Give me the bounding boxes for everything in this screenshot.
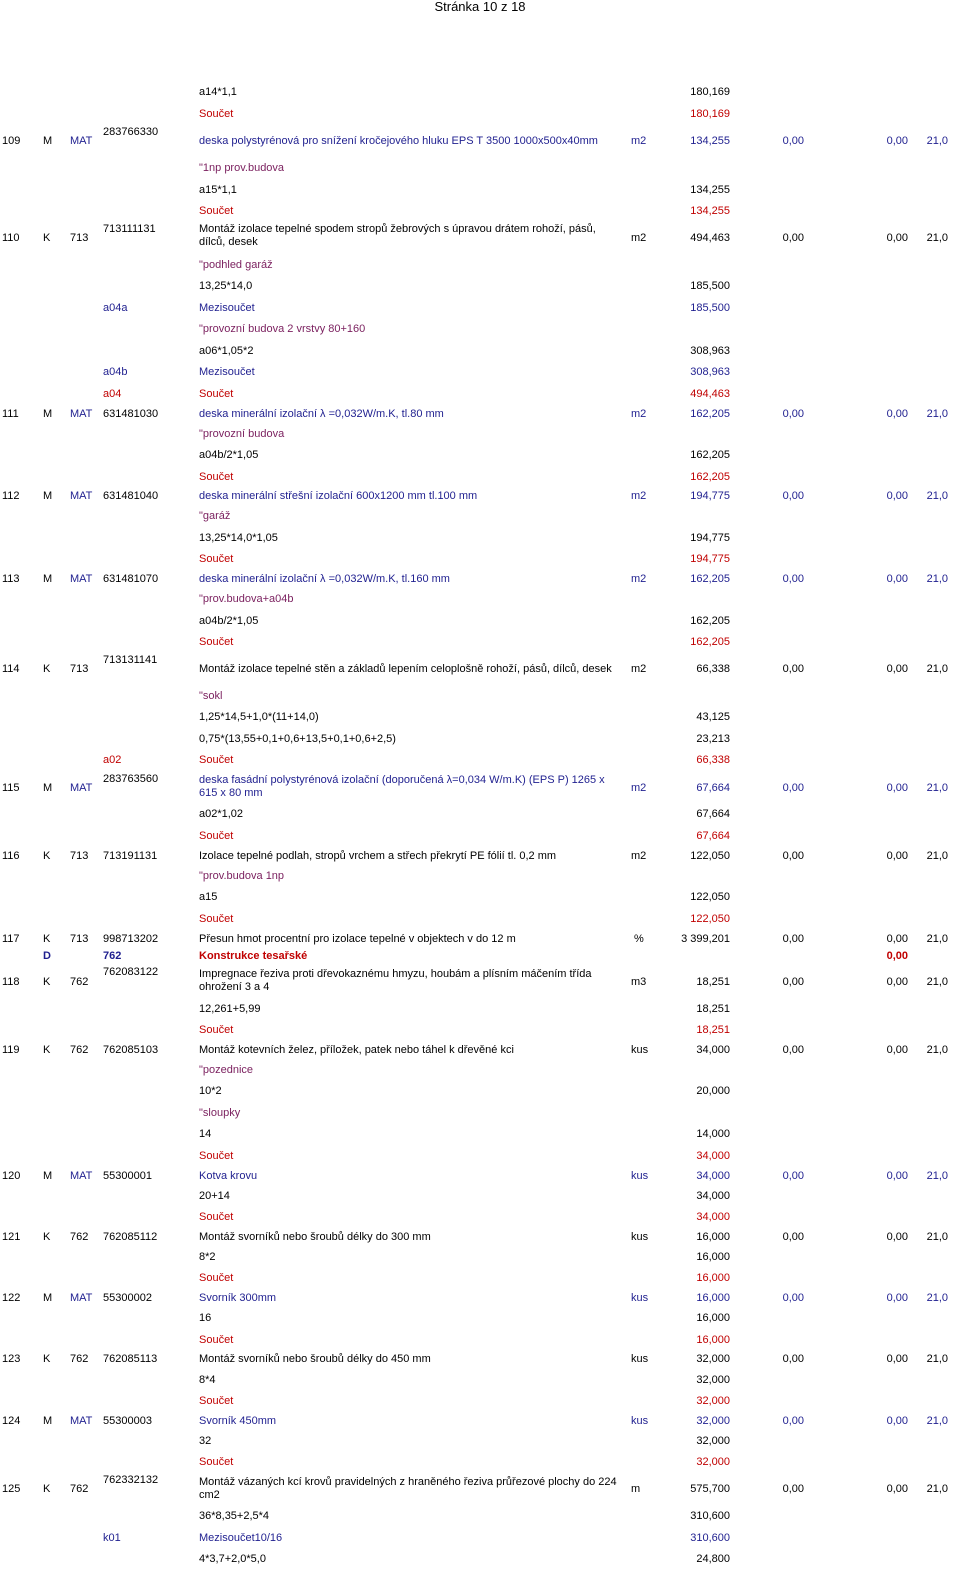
row-total-price: 0,00: [886, 1044, 908, 1056]
row-description: Součet: [199, 1456, 234, 1468]
row-description: "podhled garáž: [199, 259, 273, 271]
row-unit: m2: [631, 782, 647, 794]
row-code: 762332132: [103, 1474, 159, 1486]
row-code: 713131141: [103, 654, 158, 666]
row-quantity: 14,000: [696, 1128, 730, 1140]
row-unit: m2: [631, 490, 647, 502]
row-quantity: 16,000: [696, 1272, 730, 1284]
row-description: deska minerální izolační λ =0,032W/m.K, tl.80 mm: [199, 408, 444, 420]
row-total-price: 0,00: [886, 1292, 908, 1304]
row-description: 16: [199, 1312, 212, 1324]
row-vat-rate: 21,0: [926, 933, 948, 945]
row-code: 762: [103, 950, 122, 962]
row-code: 55300001: [103, 1170, 152, 1182]
row-section: MAT: [70, 135, 93, 147]
row-section: MAT: [70, 573, 93, 585]
row-total-price: 0,00: [886, 663, 908, 675]
row-quantity: 194,775: [690, 532, 730, 544]
row-unit: m2: [631, 232, 647, 244]
row-vat-rate: 21,0: [926, 1231, 948, 1243]
row-unit-price: 0,00: [782, 1044, 804, 1056]
row-code: a04a: [103, 302, 128, 314]
row-quantity: 67,664: [696, 808, 730, 820]
row-section: 762: [70, 1483, 89, 1495]
row-total-price: 0,00: [886, 232, 908, 244]
row-vat-rate: 21,0: [926, 490, 948, 502]
row-description: "prov.budova 1np: [199, 870, 285, 882]
row-vat-rate: 21,0: [926, 1353, 948, 1365]
row-code: a04b: [103, 366, 128, 378]
row-number: 122: [2, 1292, 21, 1304]
row-code: k01: [103, 1532, 121, 1544]
row-quantity: 34,000: [696, 1150, 730, 1162]
row-quantity: 134,255: [690, 184, 730, 196]
row-quantity: 162,205: [690, 636, 730, 648]
row-quantity: 122,050: [690, 850, 730, 862]
row-description: Konstrukce tesařské: [199, 950, 308, 962]
row-description: Izolace tepelné podlah, stropů vrchem a střech překrytí PE fólií tl. 0,2 mm: [199, 850, 557, 862]
row-vat-rate: 21,0: [926, 1170, 948, 1182]
row-quantity: 16,000: [696, 1292, 730, 1304]
row-type: M: [43, 1170, 53, 1182]
row-quantity: 194,775: [690, 553, 730, 565]
row-quantity: 67,664: [696, 782, 730, 794]
row-quantity: 66,338: [696, 663, 730, 675]
row-unit-price: 0,00: [782, 850, 804, 862]
row-quantity: 494,463: [690, 232, 730, 244]
row-unit-price: 0,00: [782, 782, 804, 794]
row-code: 762085113: [103, 1353, 158, 1365]
row-type: K: [43, 1483, 51, 1495]
row-number: 115: [2, 782, 20, 794]
row-unit: m2: [631, 135, 647, 147]
row-unit: m: [631, 1483, 641, 1495]
row-code: a04: [103, 388, 122, 400]
row-quantity: 162,205: [690, 615, 730, 627]
row-number: 116: [2, 850, 20, 862]
row-total-price: 0,00: [886, 573, 908, 585]
row-number: 123: [2, 1353, 21, 1365]
row-section: 713: [70, 663, 89, 675]
row-description: Součet: [199, 205, 234, 217]
row-description: a15: [199, 891, 218, 903]
row-unit: kus: [631, 1353, 649, 1365]
row-quantity: 16,000: [696, 1334, 730, 1346]
row-quantity: 122,050: [690, 891, 730, 903]
row-vat-rate: 21,0: [926, 573, 948, 585]
row-description: Součet: [199, 1150, 234, 1162]
row-quantity: 18,251: [696, 1024, 730, 1036]
row-section: MAT: [70, 782, 93, 794]
row-unit-price: 0,00: [782, 1170, 804, 1182]
row-description: a14*1,1: [199, 86, 237, 98]
row-description: "1np prov.budova: [199, 162, 285, 174]
row-quantity: 32,000: [696, 1456, 730, 1468]
row-unit-price: 0,00: [782, 663, 804, 675]
row-description: Součet: [199, 1395, 234, 1407]
row-section: 762: [70, 1044, 89, 1056]
row-description: "pozednice: [199, 1064, 254, 1076]
row-description: a15*1,1: [199, 184, 237, 196]
row-unit-price: 0,00: [782, 490, 804, 502]
row-unit-price: 0,00: [782, 135, 804, 147]
row-description: 0,75*(13,55+0,1+0,6+13,5+0,1+0,6+2,5): [199, 733, 396, 745]
row-section: 713: [70, 933, 89, 945]
row-code: 762085103: [103, 1044, 159, 1056]
row-quantity: 20,000: [696, 1085, 730, 1097]
row-description: 12,261+5,99: [199, 1003, 261, 1015]
row-quantity: 67,664: [696, 830, 730, 842]
row-quantity: 18,251: [696, 976, 730, 988]
row-type: D: [43, 950, 51, 962]
row-code: 631481070: [103, 573, 159, 585]
row-quantity: 494,463: [690, 388, 730, 400]
row-type: K: [43, 976, 51, 988]
row-number: 119: [2, 1044, 20, 1056]
row-vat-rate: 21,0: [926, 850, 948, 862]
row-unit: m3: [631, 976, 647, 988]
row-description: 8*2: [199, 1251, 216, 1263]
row-number: 117: [2, 933, 20, 945]
row-description: Svorník 450mm: [199, 1415, 277, 1427]
row-quantity: 34,000: [696, 1044, 730, 1056]
row-description: Součet: [199, 636, 234, 648]
row-description: Svorník 300mm: [199, 1292, 277, 1304]
row-number: 113: [2, 573, 20, 585]
row-description: a06*1,05*2: [199, 345, 254, 357]
row-quantity: 122,050: [690, 913, 730, 925]
row-code: 713111131: [103, 223, 156, 235]
row-description: Součet: [199, 1272, 234, 1284]
row-description: Součet: [199, 913, 234, 925]
row-type: M: [43, 408, 53, 420]
row-description: "provozní budova: [199, 428, 285, 440]
row-description: Montáž kotevních želez, příložek, patek nebo táhel k dřevěné kci: [199, 1044, 514, 1056]
row-description: a04b/2*1,05: [199, 615, 259, 627]
row-quantity: 185,500: [690, 302, 730, 314]
row-section: MAT: [70, 490, 93, 502]
row-description: Mezisoučet: [199, 302, 255, 314]
row-description: Součet: [199, 830, 234, 842]
row-quantity: 134,255: [690, 205, 730, 217]
row-vat-rate: 21,0: [926, 782, 948, 794]
row-number: 112: [2, 490, 20, 502]
row-unit-price: 0,00: [782, 1231, 804, 1243]
row-total-price: 0,00: [886, 933, 908, 945]
row-unit-price: 0,00: [782, 1353, 804, 1365]
row-unit-price: 0,00: [782, 1415, 804, 1427]
row-quantity: 43,125: [696, 711, 730, 723]
row-quantity: 16,000: [696, 1231, 730, 1243]
row-vat-rate: 21,0: [926, 408, 948, 420]
row-quantity: 310,600: [690, 1510, 730, 1522]
row-type: M: [43, 490, 53, 502]
row-quantity: 180,169: [690, 86, 730, 98]
row-number: 111: [2, 408, 19, 420]
row-description: 1,25*14,5+1,0*(11+14,0): [199, 711, 319, 723]
row-description: deska polystyrénová pro snížení kročejového hluku EPS T 3500 1000x500x40mm: [199, 135, 598, 147]
row-quantity: 180,169: [690, 108, 730, 120]
row-description: Součet: [199, 1211, 234, 1223]
row-number: 110: [2, 232, 20, 244]
row-unit-price: 0,00: [782, 933, 804, 945]
row-total-price: 0,00: [886, 1231, 908, 1243]
row-quantity: 32,000: [696, 1374, 730, 1386]
row-description: Součet: [199, 108, 234, 120]
row-code: 713191131: [103, 850, 158, 862]
row-description: "sokl: [199, 690, 223, 702]
row-unit: kus: [631, 1044, 649, 1056]
row-number: 125: [2, 1483, 21, 1495]
row-unit-price: 0,00: [782, 232, 804, 244]
row-description: "prov.budova+a04b: [199, 593, 294, 605]
row-unit-price: 0,00: [782, 573, 804, 585]
row-description: Mezisoučet: [199, 366, 255, 378]
row-description: Součet: [199, 471, 234, 483]
row-quantity: 18,251: [696, 1003, 730, 1015]
row-code: a02: [103, 754, 122, 766]
row-description: 8*4: [199, 1374, 216, 1386]
row-quantity: 66,338: [696, 754, 730, 766]
row-vat-rate: 21,0: [926, 1292, 948, 1304]
row-quantity: 308,963: [690, 366, 730, 378]
row-unit: m2: [631, 408, 647, 420]
row-code: 283763560: [103, 773, 159, 785]
row-code: 998713202: [103, 933, 159, 945]
row-vat-rate: 21,0: [926, 1044, 948, 1056]
row-quantity: 34,000: [696, 1170, 730, 1182]
row-code: 631481040: [103, 490, 159, 502]
row-quantity: 185,500: [690, 280, 730, 292]
row-section: 713: [70, 232, 89, 244]
row-vat-rate: 21,0: [926, 663, 948, 675]
row-total-price: 0,00: [886, 950, 908, 962]
row-unit-price: 0,00: [782, 1483, 804, 1495]
row-quantity: 32,000: [696, 1435, 730, 1447]
row-description: Montáž vázaných kcí krovů pravidelných z hraněného řeziva průřezové plochy do 224 cm2: [199, 1476, 617, 1501]
row-type: K: [43, 850, 51, 862]
row-total-price: 0,00: [886, 408, 908, 420]
row-number: 114: [2, 663, 20, 675]
row-code: 55300002: [103, 1292, 152, 1304]
row-description: "sloupky: [199, 1107, 241, 1119]
row-description: "provozní budova 2 vrstvy 80+160: [199, 323, 366, 335]
row-total-price: 0,00: [886, 1170, 908, 1182]
row-total-price: 0,00: [886, 490, 908, 502]
row-unit: m2: [631, 663, 647, 675]
row-total-price: 0,00: [886, 1483, 908, 1495]
row-section: 713: [70, 850, 89, 862]
row-vat-rate: 21,0: [926, 135, 948, 147]
row-description: a04b/2*1,05: [199, 449, 259, 461]
row-code: 283766330: [103, 126, 159, 138]
row-unit-price: 0,00: [782, 1292, 804, 1304]
row-type: M: [43, 573, 53, 585]
row-vat-rate: 21,0: [926, 232, 948, 244]
row-unit: m2: [631, 850, 647, 862]
row-description: a02*1,02: [199, 808, 244, 820]
row-total-price: 0,00: [886, 850, 908, 862]
row-total-price: 0,00: [886, 976, 908, 988]
row-unit-price: 0,00: [782, 408, 804, 420]
row-quantity: 310,600: [690, 1532, 730, 1544]
row-type: K: [43, 1231, 51, 1243]
row-quantity: 162,205: [690, 471, 730, 483]
row-description: Přesun hmot procentní pro izolace tepelné v objektech v do 12 m: [199, 933, 516, 945]
row-unit: %: [634, 933, 644, 945]
row-description: 4*3,7+2,0*5,0: [199, 1553, 266, 1565]
row-description: deska minerální střešní izolační 600x1200 mm tl.100 mm: [199, 490, 478, 502]
row-description: Součet: [199, 1334, 234, 1346]
row-quantity: 162,205: [690, 573, 730, 585]
row-total-price: 0,00: [886, 1353, 908, 1365]
row-section: MAT: [70, 1415, 93, 1427]
row-number: 118: [2, 976, 20, 988]
row-description: Montáž izolace tepelné stěn a základů lepením celoplošně rohoží, pásů, dílců, desek: [199, 663, 612, 675]
row-quantity: 162,205: [690, 408, 730, 420]
row-description: Součet: [199, 1024, 234, 1036]
row-number: 120: [2, 1170, 21, 1182]
row-description: 14: [199, 1128, 212, 1140]
row-quantity: 16,000: [696, 1312, 730, 1324]
row-description: 10*2: [199, 1085, 222, 1097]
row-unit: kus: [631, 1170, 649, 1182]
row-section: 762: [70, 976, 89, 988]
row-quantity: 308,963: [690, 345, 730, 357]
row-description: Montáž izolace tepelné spodem stropů žebrových s úpravou drátem rohoží, pásů, dílců, desek: [199, 223, 596, 248]
row-type: M: [43, 1292, 53, 1304]
row-description: 13,25*14,0*1,05: [199, 532, 278, 544]
row-vat-rate: 21,0: [926, 976, 948, 988]
row-description: Impregnace řeziva proti dřevokaznému hmyzu, houbám a plísním máčením třída ohrožení 3 a 4: [199, 968, 592, 993]
row-type: M: [43, 135, 53, 147]
row-type: K: [43, 1353, 51, 1365]
row-total-price: 0,00: [886, 1415, 908, 1427]
row-description: "garáž: [199, 510, 231, 522]
row-number: 109: [2, 135, 21, 147]
row-vat-rate: 21,0: [926, 1483, 948, 1495]
row-unit: kus: [631, 1415, 649, 1427]
row-description: Montáž svorníků nebo šroubů délky do 300 mm: [199, 1231, 431, 1243]
row-quantity: 16,000: [696, 1251, 730, 1263]
row-type: K: [43, 1044, 51, 1056]
row-quantity: 32,000: [696, 1415, 730, 1427]
row-vat-rate: 21,0: [926, 1415, 948, 1427]
row-code: 55300003: [103, 1415, 152, 1427]
page-title: Stránka 10 z 18: [434, 0, 526, 14]
row-section: 762: [70, 1353, 89, 1365]
row-section: 762: [70, 1231, 89, 1243]
row-description: 13,25*14,0: [199, 280, 253, 292]
row-total-price: 0,00: [886, 782, 908, 794]
row-section: MAT: [70, 1292, 93, 1304]
row-description: Součet: [199, 388, 234, 400]
row-description: Mezisoučet10/16: [199, 1532, 283, 1544]
row-section: MAT: [70, 1170, 93, 1182]
row-number: 121: [2, 1231, 21, 1243]
row-description: 20+14: [199, 1190, 230, 1202]
row-description: 36*8,35+2,5*4: [199, 1510, 270, 1522]
row-quantity: 32,000: [696, 1353, 730, 1365]
row-unit: m2: [631, 573, 647, 585]
row-section: MAT: [70, 408, 93, 420]
row-quantity: 162,205: [690, 449, 730, 461]
row-number: 124: [2, 1415, 21, 1427]
row-quantity: 23,213: [696, 733, 730, 745]
row-quantity: 32,000: [696, 1395, 730, 1407]
row-description: Součet: [199, 754, 234, 766]
row-quantity: 134,255: [690, 135, 730, 147]
row-total-price: 0,00: [886, 135, 908, 147]
row-quantity: 3 399,201: [681, 933, 730, 945]
row-code: 762083122: [103, 966, 159, 978]
row-description: deska fasádní polystyrénová izolační (doporučená λ=0,034 W/m.K) (EPS P) 1265 x 615 x 80 mm: [199, 774, 605, 799]
row-type: K: [43, 933, 51, 945]
row-type: M: [43, 1415, 53, 1427]
row-type: K: [43, 232, 51, 244]
row-description: Kotva krovu: [199, 1170, 258, 1182]
row-unit: kus: [631, 1292, 649, 1304]
row-type: K: [43, 663, 51, 675]
row-description: Montáž svorníků nebo šroubů délky do 450 mm: [199, 1353, 431, 1365]
row-unit: kus: [631, 1231, 649, 1243]
row-quantity: 194,775: [690, 490, 730, 502]
row-description: Součet: [199, 553, 234, 565]
row-description: deska minerální izolační λ =0,032W/m.K, tl.160 mm: [199, 573, 450, 585]
row-quantity: 34,000: [696, 1211, 730, 1223]
row-quantity: 575,700: [690, 1483, 730, 1495]
row-unit-price: 0,00: [782, 976, 804, 988]
row-type: M: [43, 782, 53, 794]
row-code: 762085112: [103, 1231, 158, 1243]
row-code: 631481030: [103, 408, 159, 420]
row-description: 32: [199, 1435, 212, 1447]
row-quantity: 34,000: [696, 1190, 730, 1202]
row-quantity: 24,800: [696, 1553, 730, 1565]
